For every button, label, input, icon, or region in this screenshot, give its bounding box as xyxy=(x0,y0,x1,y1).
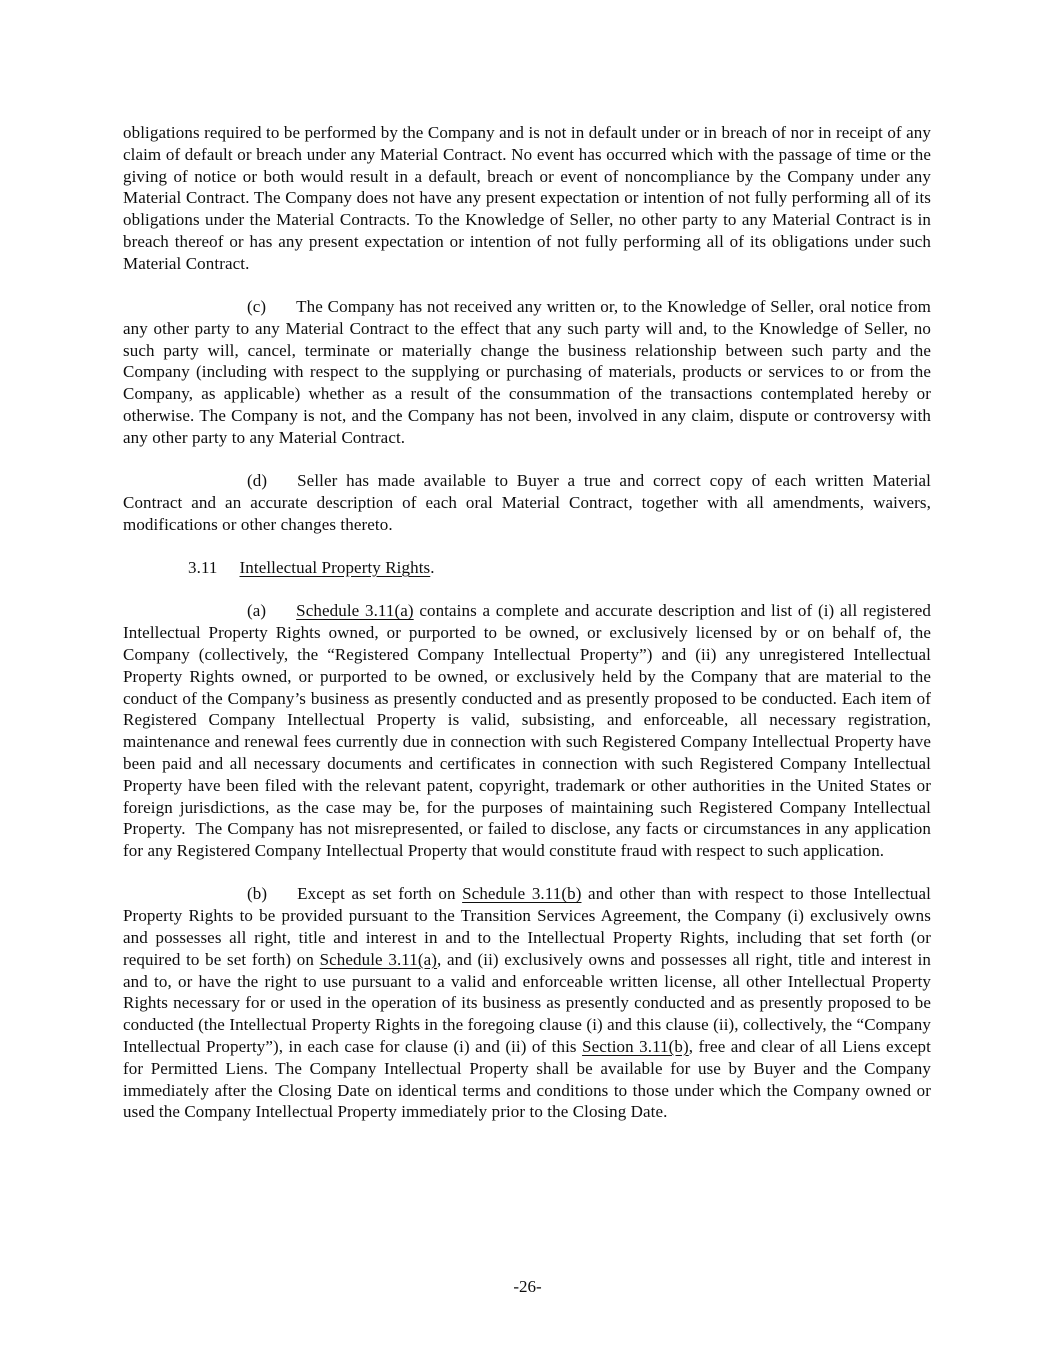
text-run: Seller has made available to Buyer a true and correct copy of each written Material Contract and an accurate description of each oral Material Contract, together with all amendments, waivers, modifications or other changes thereto. xyxy=(123,471,931,534)
text-run: obligations required to be performed by the Company and is not in default under or in breach of nor in receipt of any claim of default or breach under any Material Contract. No event has occurred which with the passage of time or the giving of notice or both would result in a default, breach or event of noncompliance by the Company under any Material Contract. The Company does not have any present expectation or intention of not fully performing all of its obligations under the Material Contracts. To the Knowledge of Seller, no other party to any Material Contract is in breach thereof or has any present expectation or intention of not fully performing all of its obligations under such Material Contract. xyxy=(123,123,931,273)
paragraph-d xyxy=(123,470,931,535)
paragraph-a xyxy=(123,600,931,862)
paragraph-material-contracts-continuation xyxy=(123,122,931,275)
underlined-reference: Section 3.11(b) xyxy=(582,1036,689,1056)
underlined-reference: Schedule 3.11(a) xyxy=(319,949,438,969)
text-run: , and (ii) exclusively owns and possesses all right, title and interest in and to, or have the right to use pursuant to a valid and enforceable written license, all other Intellectual Property Rights necessary for or used in the operation of its business as presently conducted and as presently proposed to be conducted (the Intellectual Property Rights in the foregoing clause (i) and this clause (ii), collectively, the “Company Intellectual Property”), in each case for clause (i) and (ii) of this xyxy=(123,949,931,1056)
document-content xyxy=(123,122,931,1123)
text-run: . xyxy=(430,558,435,578)
paragraph-c xyxy=(123,296,931,449)
section-heading-3-11 xyxy=(123,557,931,579)
paragraph-label: (a) xyxy=(247,601,267,621)
paragraph-label: 3.11 xyxy=(188,558,218,578)
underlined-reference: Schedule 3.11(a) xyxy=(296,601,414,621)
paragraph-b xyxy=(123,883,931,1123)
paragraph-label: (d) xyxy=(247,471,268,491)
underlined-reference: Schedule 3.11(b) xyxy=(462,884,582,904)
underlined-reference: Intellectual Property Rights xyxy=(239,558,431,578)
paragraph-label: (b) xyxy=(247,884,268,904)
text-run: The Company has not received any written or, to the Knowledge of Seller, oral notice from any other party to any Material Contract to the effect that any such party will and, to the Knowledge of Seller, no such party will, cancel, terminate or materially change the business relationship between such party and the Company (including with respect to the supplying or purchasing of materials, products or services to or from the Company, as applicable) whether as a result of the consummation of the transactions contemplated hereby or otherwise. The Company is not, and the Company has not been, involved in any claim, dispute or controversy with any other party to any Material Contract. xyxy=(123,297,931,447)
text-run: and other than with respect to those Intellectual Property Rights to be provided pursuant to the Transition Services Agreement, the Company (i) exclusively owns and possesses all right, title and interest in and to the Intellectual Property Rights, including that set forth (or required to be set forth) on xyxy=(123,884,931,969)
text-run: contains a complete and accurate description and list of (i) all registered Intellectual Property Rights owned, or purported to be owned, or exclusively licensed by or on behalf of, the Company (collectively, the “Registered Company Intellectual Property”) and (ii) any unregistered Intellectual Property Rights owned, or purported to be owned, or exclusively held by the Company that are material to the conduct of the Company’s business as presently conducted and as presently proposed to be conducted. Each item of Registered Company Intellectual Property is valid, subsisting, and enforceable, all necessary registration, maintenance and renewal fees currently due in connection with such Registered Company Intellectual Property have been paid and all necessary documents and certificates in connection with such Registered Company Intellectual Property have been filed with the relevant patent, copyright, trademark or other authorities in the United States or foreign jurisdictions, as the case may be, for the purposes of maintaining such Registered Company Intellectual Property. The Company has not misrepresented, or failed to disclose, any facts or circumstances in any application for any Registered Company Intellectual Property that would constitute fraud with respect to such application. xyxy=(123,601,931,861)
paragraph-label: (c) xyxy=(247,297,267,317)
page-number: -26- xyxy=(513,1277,542,1296)
text-run: , free and clear of all Liens except for Permitted Liens. The Company Intellectual Property shall be available for use by Buyer and the Company immediately after the Closing Date on identical terms and conditions to those under which the Company owned or used the Company Intellectual Property immediately prior to the Closing Date. xyxy=(123,1036,931,1122)
text-run: Except as set forth on xyxy=(297,884,463,904)
